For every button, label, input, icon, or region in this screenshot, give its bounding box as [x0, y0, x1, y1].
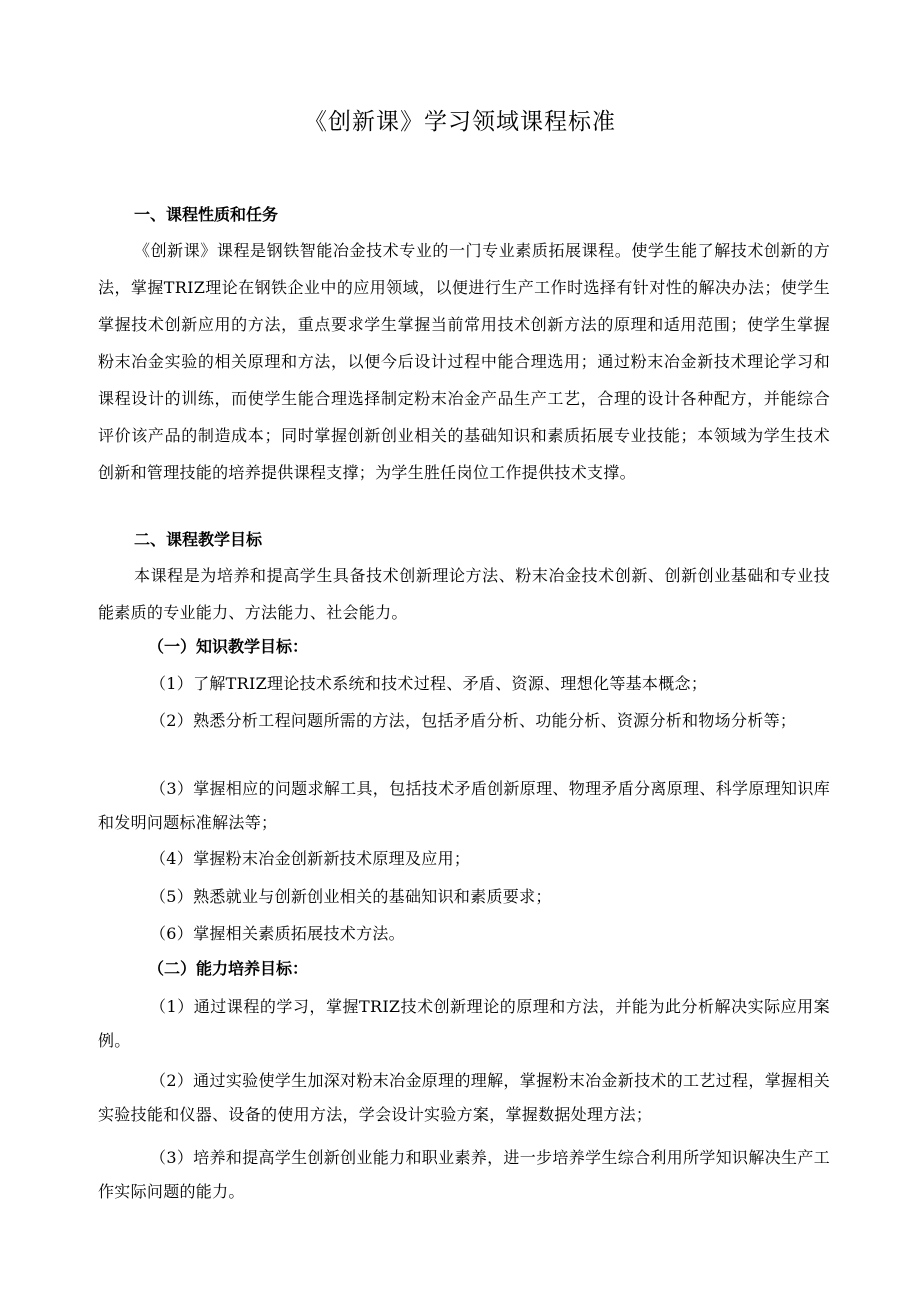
knowledge-goal-item: （6）掌握相关素质拓展技术方法。: [150, 924, 405, 943]
knowledge-goal-item: （2）熟悉分析工程问题所需的方法，包括矛盾分析、功能分析、资源分析和物场分析等；: [150, 711, 797, 730]
teaching-goals-paragraph: 本课程是为培养和提高学生具备技术创新理论方法、粉末冶金技术创新、创新创业基础和专业技能素质的专业能力、方法能力、社会能力。: [98, 566, 830, 622]
knowledge-goal-item: （3）掌握相应的问题求解工具，包括技术矛盾创新原理、物理矛盾分离原理、科学原理知识库和发明问题标准解法等；: [98, 779, 830, 832]
knowledge-goal-item: （4）掌握粉末冶金创新新技术原理及应用；: [150, 849, 471, 868]
ability-goal-item: （3）培养和提高学生创新创业能力和职业素养，进一步培养学生综合利用所学知识解决生产工作实际问题的能力。: [98, 1148, 830, 1201]
knowledge-goal-item: （1）了解TRIZ理论技术系统和技术过程、矛盾、资源、理想化等基本概念；: [150, 674, 708, 693]
course-nature-paragraph: 《创新课》课程是钢铁智能冶金技术专业的一门专业素质拓展课程。使学生能了解技术创新的方法，掌握TRIZ理论在钢铁企业中的应用领域，以便进行生产工作时选择有针对性的解决办法；使学生掌握技术创新应用的方法，重点要求学生掌握当前常用技术创新方法的原理和适用范围；使学生掌握粉末冶金实验的相关原理和方法，以便今后设计过程中能合理选用；通过粉末冶金新技术理论学习和课程设计的训练，而使学生能合理选择制定粉末冶金产品生产工艺，合理的设计各种配方，并能综合评价该产品的制造成本；同时掌握创新创业相关的基础知识和素质拓展专业技能；本领域为学生技术创新和管理技能的培养提供课程支撑；为学生胜任岗位工作提供技术支撑。: [98, 241, 830, 482]
ability-goal-item: （1）通过课程的学习，掌握TRIZ技术创新理论的原理和方法，并能为此分析解决实际应用案例。: [98, 997, 830, 1050]
knowledge-goal-item: （5）熟悉就业与创新创业相关的基础知识和素质要求；: [150, 887, 552, 906]
ability-goal-item: （2）通过实验使学生加深对粉末冶金原理的理解，掌握粉末冶金新技术的工艺过程，掌握相关实验技能和仪器、设备的使用方法，学会设计实验方案，掌握数据处理方法；: [98, 1071, 830, 1124]
section-heading-course-nature: 一、课程性质和任务: [134, 205, 279, 224]
subheading-ability-goals: （二）能力培养目标：: [148, 959, 309, 978]
subheading-knowledge-goals: （一）知识教学目标：: [148, 637, 309, 656]
document-title: 《创新课》学习领域课程标准: [304, 109, 616, 135]
section-heading-teaching-goals: 二、课程教学目标: [134, 530, 263, 549]
